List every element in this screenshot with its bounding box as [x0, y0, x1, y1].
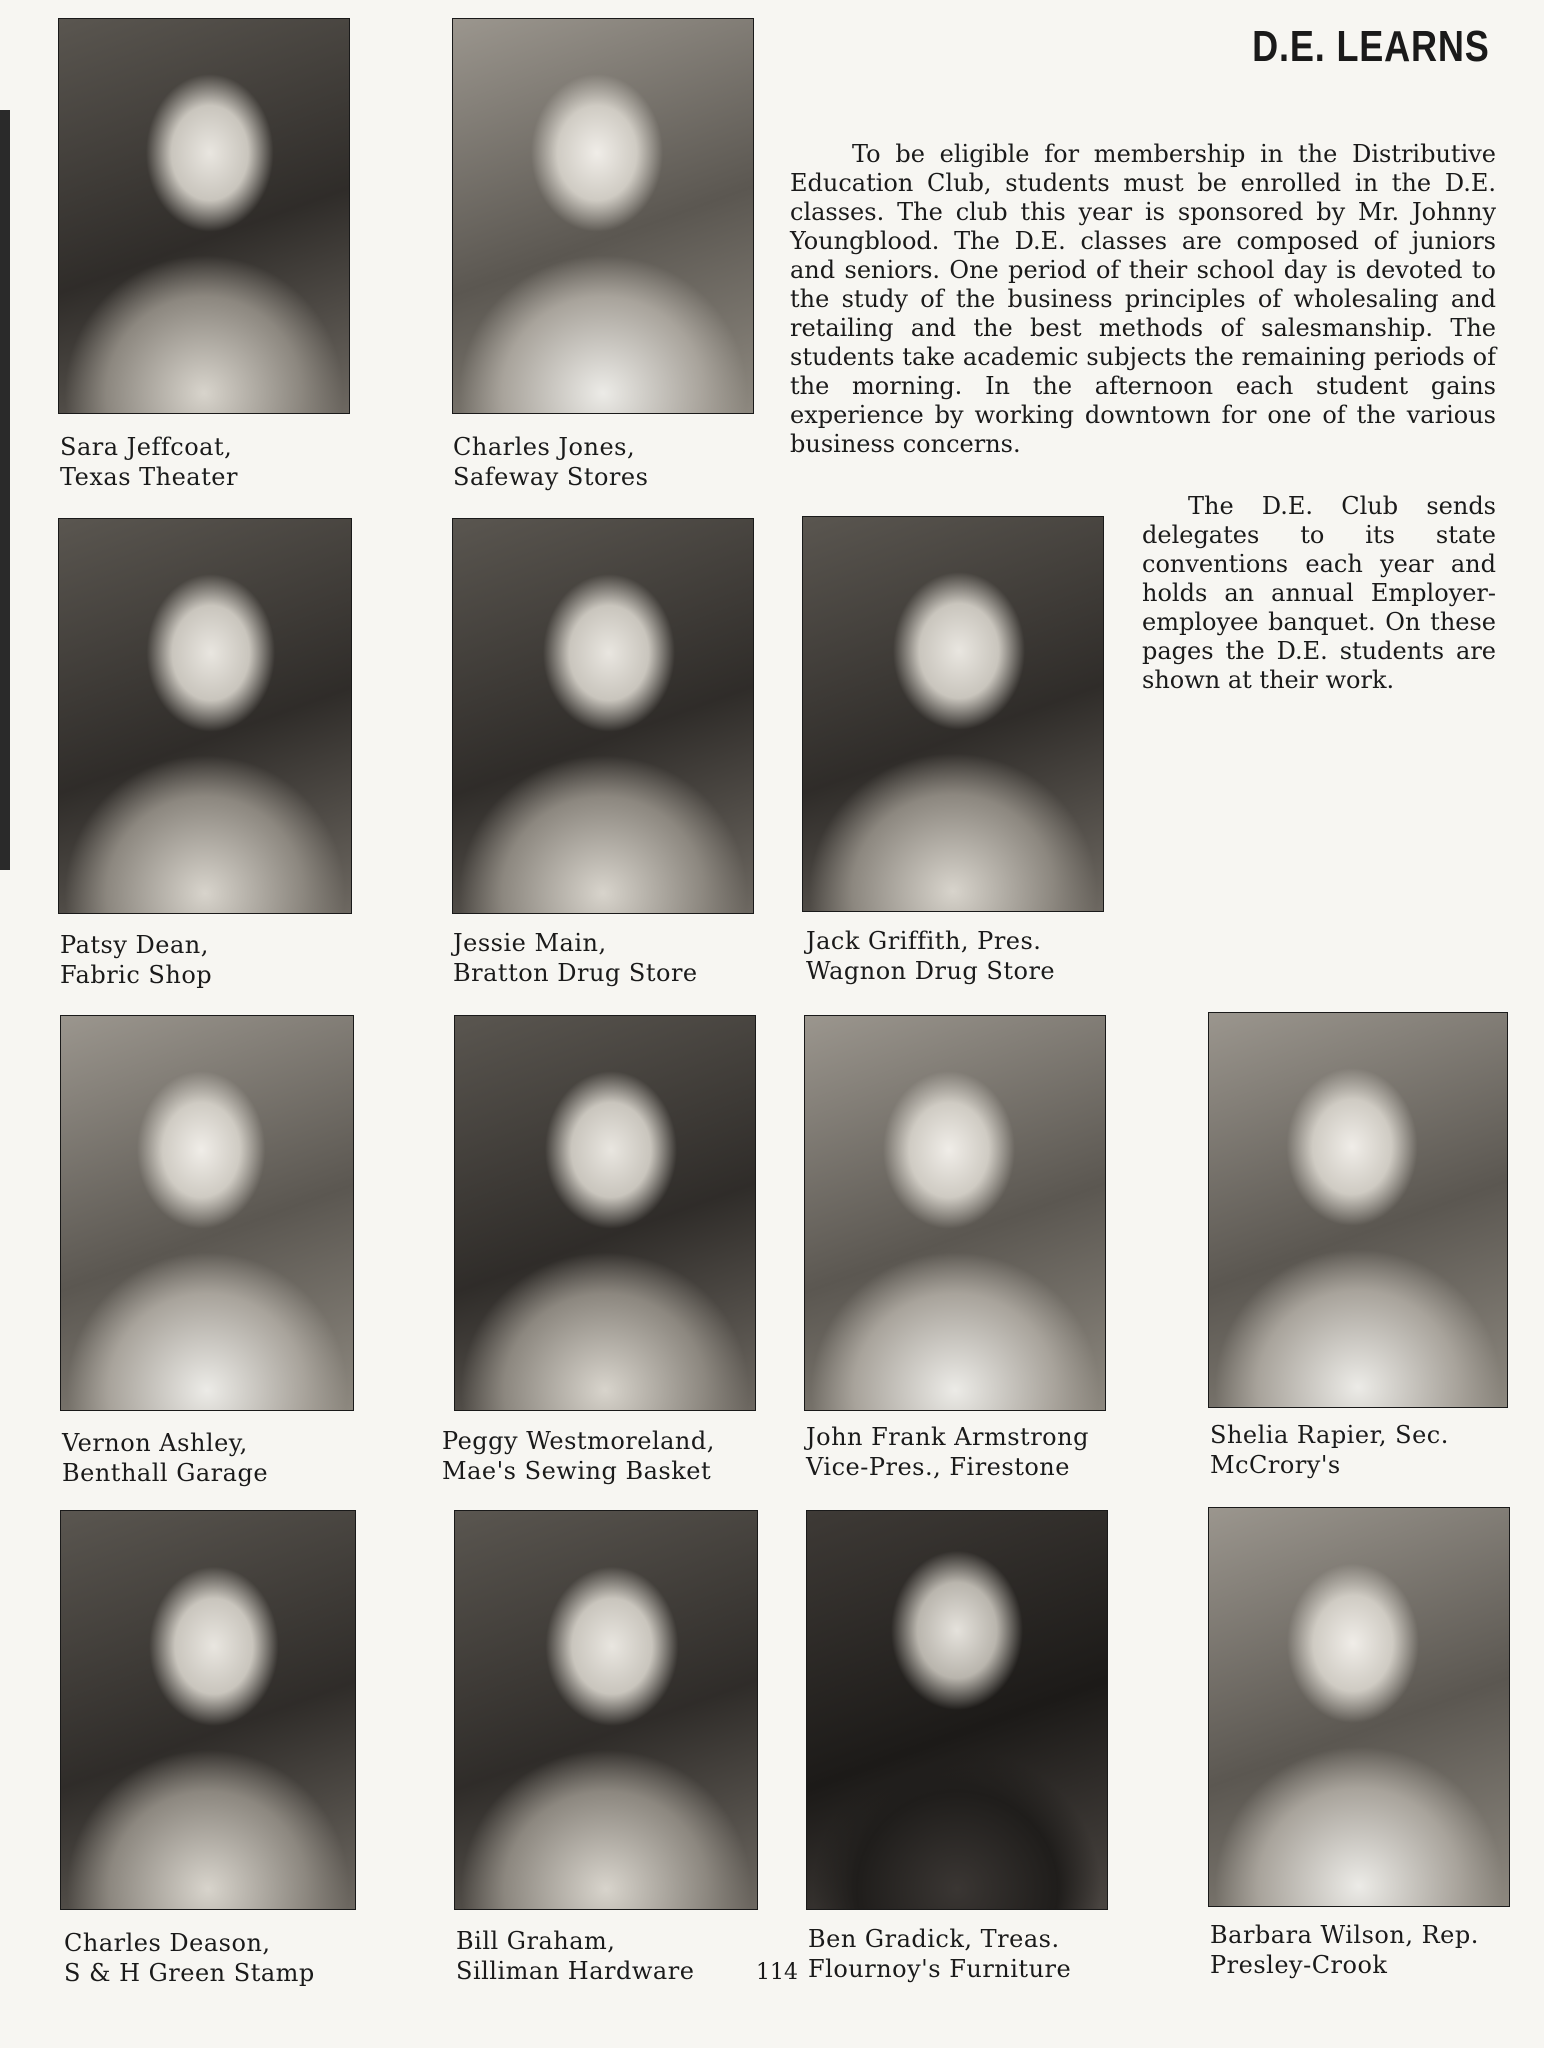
student-photo: [58, 518, 352, 914]
student-employer: Mae's Sewing Basket: [442, 1457, 712, 1485]
student-photo: [1208, 1507, 1510, 1907]
student-name: John Frank Armstrong: [806, 1423, 1089, 1451]
student-photo: [60, 1510, 356, 1910]
student-caption: [806, 926, 1055, 986]
page-number: 114: [756, 1960, 798, 1985]
student-name: Patsy Dean,: [60, 931, 209, 959]
intro-paragraph: To be eligible for membership in the Distributive Education Club, students must be enrolled in the D.E. classes. The club this year is sponsored by Mr. Johnny Youngblood. The D.E. classes are composed of juniors and seniors. One period of their school day is devoted to the study of the business principles of wholesaling and retailing and the best methods of salesmanship. The students take academic subjects the remaining periods of the morning. In the afternoon each student gains experience by working downtown for one of the various business concerns.: [790, 140, 1496, 458]
student-photo: [454, 1510, 758, 1910]
student-caption: [806, 1422, 1089, 1482]
student-employer: Presley-Crook: [1210, 1951, 1388, 1979]
student-photo: [58, 18, 350, 414]
student-employer: Bratton Drug Store: [453, 959, 698, 987]
student-name: Ben Gradick, Treas.: [808, 1925, 1060, 1953]
student-photo: [802, 516, 1104, 912]
student-photo: [1208, 1012, 1508, 1408]
student-caption: [442, 1426, 715, 1486]
student-caption: [62, 1428, 268, 1488]
student-name: Peggy Westmoreland,: [442, 1427, 715, 1455]
student-employer: Texas Theater: [60, 463, 238, 491]
student-name: Barbara Wilson, Rep.: [1210, 1921, 1479, 1949]
student-employer: Benthall Garage: [62, 1459, 269, 1487]
student-caption: [808, 1924, 1071, 1984]
student-photo: [452, 518, 754, 914]
student-photo: [806, 1510, 1108, 1910]
student-photo: [454, 1015, 756, 1411]
student-employer: S & H Green Stamp: [64, 1959, 315, 1987]
student-caption: [456, 1926, 694, 1986]
student-name: Bill Graham,: [456, 1927, 616, 1955]
page-title: D.E. LEARNS: [1252, 22, 1490, 71]
student-name: Shelia Rapier, Sec.: [1210, 1421, 1449, 1449]
student-employer: Silliman Hardware: [456, 1957, 695, 1985]
student-employer: Wagnon Drug Store: [806, 957, 1056, 985]
student-caption: [453, 432, 648, 492]
student-employer: Safeway Stores: [453, 463, 649, 491]
student-caption: [453, 928, 698, 988]
student-caption: [1210, 1920, 1479, 1980]
student-caption: [60, 930, 212, 990]
club-text: [1142, 492, 1496, 695]
student-name: Charles Deason,: [64, 1929, 271, 1957]
student-name: Vernon Ashley,: [62, 1429, 248, 1457]
student-photo: [60, 1015, 354, 1411]
student-caption: [60, 432, 238, 492]
student-name: Sara Jeffcoat,: [60, 433, 233, 461]
student-employer: Fabric Shop: [60, 961, 213, 989]
student-name: Jessie Main,: [453, 929, 607, 957]
student-employer: Flournoy's Furniture: [808, 1955, 1072, 1983]
club-paragraph: The D.E. Club sends delegates to its state conventions each year and holds an annual Employer-employee banquet. On these pages the D.E. students are shown at their work.: [1142, 492, 1496, 694]
student-name: Charles Jones,: [453, 433, 636, 461]
student-photo: [804, 1015, 1106, 1411]
student-employer: McCrory's: [1210, 1451, 1341, 1479]
student-employer: Vice-Pres., Firestone: [806, 1453, 1070, 1481]
student-photo: [452, 18, 754, 414]
student-caption: [64, 1928, 315, 1988]
student-caption: [1210, 1420, 1449, 1480]
intro-text: [790, 140, 1496, 459]
student-name: Jack Griffith, Pres.: [806, 927, 1042, 955]
page-edge: [0, 110, 10, 870]
